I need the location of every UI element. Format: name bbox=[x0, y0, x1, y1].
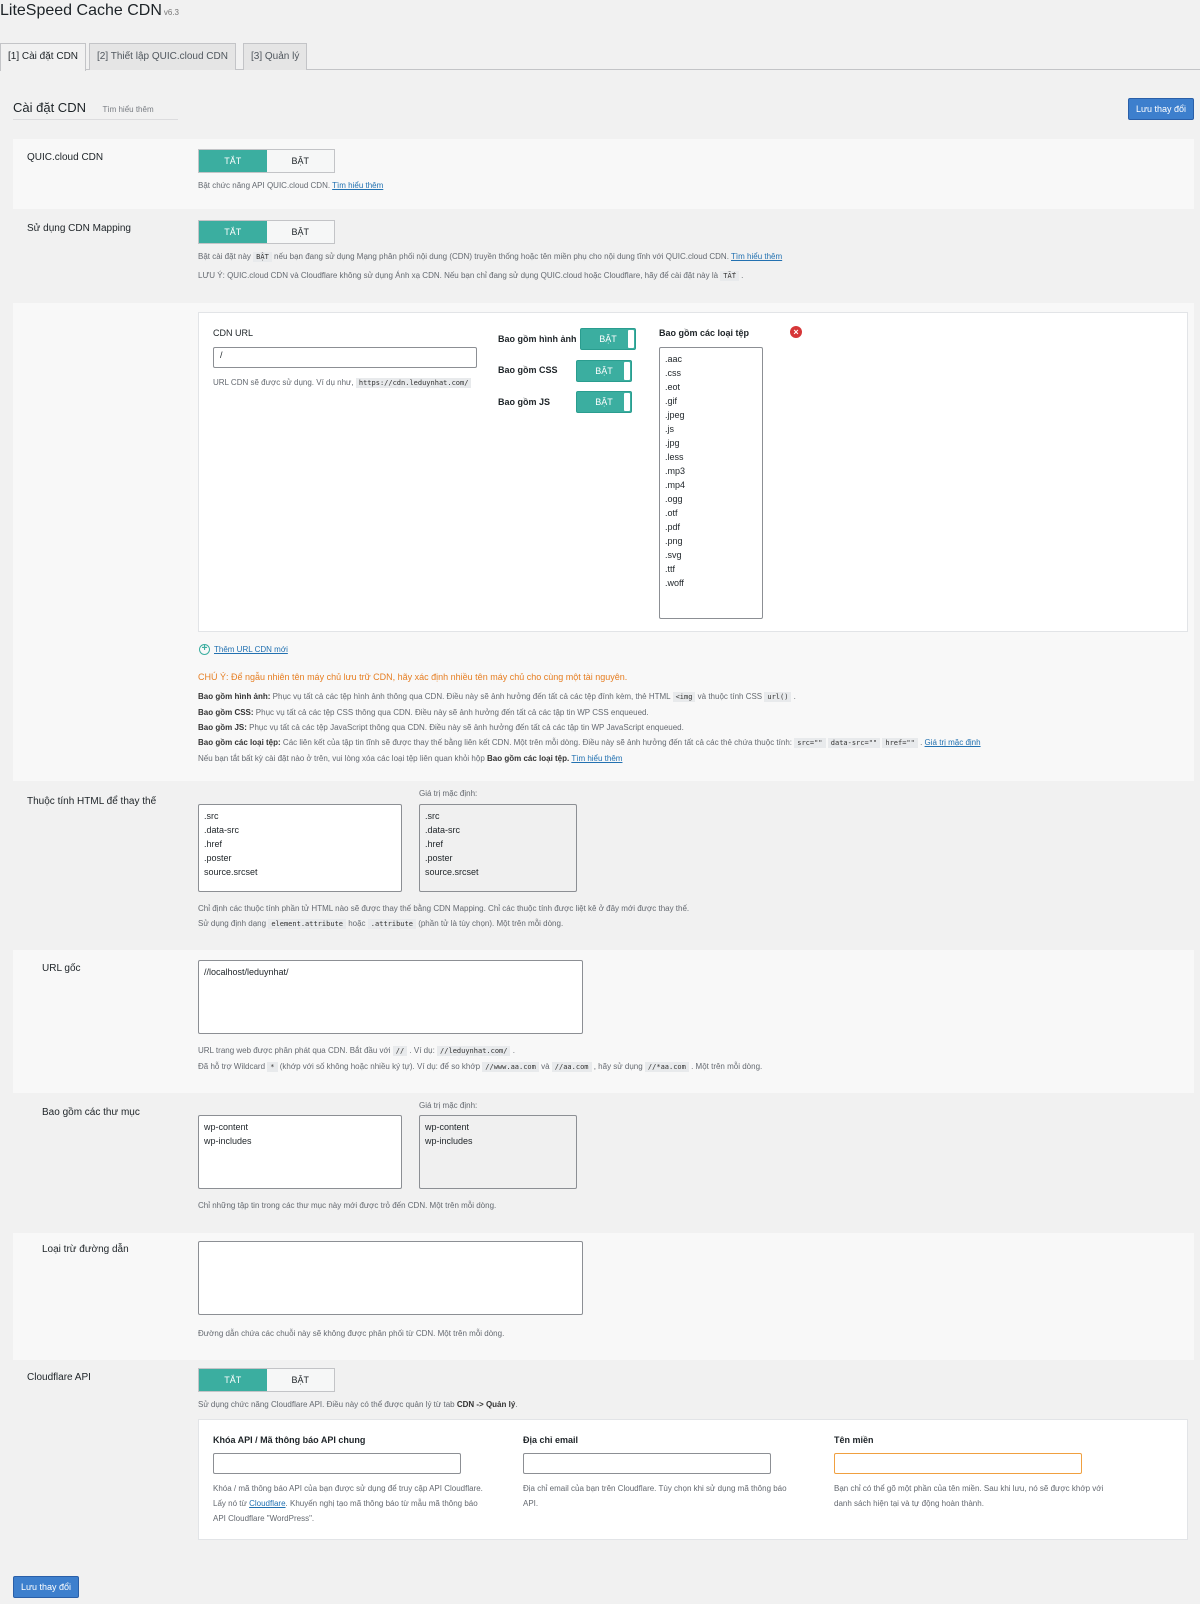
origin-url-textarea[interactable]: //localhost/leduynhat/ bbox=[198, 960, 583, 1034]
include-images-toggle[interactable]: BẬT bbox=[580, 328, 636, 350]
html-attr-desc-1: Chỉ định các thuộc tính phần tử HTML nào sẽ được thay thế bằng CDN Mapping. Chỉ các thuộc tính được liệt kê ở đây mới được thay thế. bbox=[198, 904, 690, 913]
dirs-desc: Chỉ những tập tin trong các thư mục này mới được trỏ đến CDN. Một trên mỗi dòng. bbox=[198, 1201, 497, 1210]
toggle-off-option[interactable]: TẮT bbox=[199, 221, 267, 243]
exclude-textarea[interactable] bbox=[198, 1241, 583, 1315]
learn-more-link[interactable]: Tìm hiểu thêm bbox=[571, 754, 623, 763]
remove-cdn-url-icon[interactable]: × bbox=[790, 326, 802, 338]
api-key-label: Khóa API / Mã thông báo API chung bbox=[213, 1435, 366, 1445]
quic-label: QUIC.cloud CDN bbox=[27, 152, 104, 163]
mapping-desc-1: Bật cài đặt này BẬT nếu bạn đang sử dụng Mạng phân phối nội dung (CDN) truyền thống hoặc tên miền phụ cho nội dung tĩnh với QUIC.cloud CDN. Tìm hiểu thêm bbox=[198, 252, 783, 261]
origin-url-label: URL gốc bbox=[42, 963, 81, 974]
dirs-label: Bao gồm các thư mục bbox=[42, 1107, 140, 1118]
mapping-learn-more-link[interactable]: Tìm hiểu thêm bbox=[731, 252, 783, 261]
note-css: Bao gồm CSS: Phục vụ tất cả các tệp CSS thông qua CDN. Điều này sẽ ảnh hưởng đến tất cả các tập tin WP CSS enqueued. bbox=[198, 708, 649, 717]
cloudflare-toggle[interactable] bbox=[198, 1368, 335, 1392]
file-types-label: Bao gồm các loại tệp bbox=[659, 328, 750, 338]
include-css-label: Bao gồm CSS bbox=[498, 365, 558, 375]
html-attr-textarea[interactable]: .src .data-src .href .poster source.srcset bbox=[198, 804, 402, 892]
add-cdn-url-link[interactable]: Thêm URL CDN mới bbox=[214, 645, 288, 654]
quic-toggle[interactable] bbox=[198, 149, 335, 173]
include-js-label: Bao gồm JS bbox=[498, 397, 551, 407]
html-attr-default-label: Giá trị mặc định: bbox=[419, 789, 478, 798]
toggle-off-option[interactable]: TẮT bbox=[199, 150, 267, 172]
api-key-input[interactable] bbox=[213, 1453, 461, 1474]
row-exclude-path bbox=[13, 1233, 1194, 1360]
mapping-label: Sử dụng CDN Mapping bbox=[27, 223, 131, 234]
page-title: Cài đặt CDN bbox=[13, 100, 86, 115]
toggle-on-option[interactable]: BẬT bbox=[267, 150, 335, 172]
quic-desc: Bật chức năng API QUIC.cloud CDN. Tìm hiểu thêm bbox=[198, 181, 384, 190]
note-images: Bao gồm hình ảnh: Phục vụ tất cả các tệp hình ảnh thông qua CDN. Điều này sẽ ảnh hưởng đến tất cả các tệp đính kèm, thẻ HTML <img và thuộc tính CSS url() . bbox=[198, 692, 796, 701]
page-heading bbox=[13, 100, 178, 120]
note-disable: Nếu bạn tắt bất kỳ cài đặt nào ở trên, vui lòng xóa các loại tệp liên quan khỏi hộp Bao gồm các loại tệp. Tìm hiểu thêm bbox=[198, 754, 623, 763]
cloudflare-link[interactable]: Cloudflare bbox=[249, 1499, 286, 1508]
email-input[interactable] bbox=[523, 1453, 771, 1474]
include-css-toggle[interactable]: BẬT bbox=[576, 360, 632, 382]
origin-url-desc-1: URL trang web được phân phát qua CDN. Bắt đầu với // . Ví dụ: //leduynhat.com/ . bbox=[198, 1046, 515, 1055]
mapping-desc-2: LƯU Ý: QUIC.cloud CDN và Cloudflare không sử dụng Ánh xạ CDN. Nếu bạn chỉ đang sử dụng QUIC.cloud hoặc Cloudflare, hãy để cài đặt này là TẮT . bbox=[198, 271, 744, 280]
note-js: Bao gồm JS: Phục vụ tất cả các tệp JavaScript thông qua CDN. Điều này sẽ ảnh hưởng đến tất cả các tập tin WP JavaScript enqueued. bbox=[198, 723, 684, 732]
note-file-types: Bao gồm các loại tệp: Các liên kết của tập tin tĩnh sẽ được thay thế bằng liên kết CDN. Một trên mỗi dòng. Điều này sẽ ảnh hưởng đến tất cả các thẻ chứa thuộc tính: src="" data-src="" href="" . Giá trị mặc định bbox=[198, 738, 981, 747]
include-images-label: Bao gồm hình ảnh bbox=[498, 334, 577, 344]
tab-quic-cloud-setup[interactable]: [2] Thiết lập QUIC.cloud CDN bbox=[89, 43, 236, 70]
save-button-bottom[interactable]: Lưu thay đổi bbox=[13, 1576, 79, 1598]
domain-input[interactable] bbox=[834, 1453, 1082, 1474]
row-quic-cloud bbox=[13, 139, 1194, 209]
tab-manage[interactable]: [3] Quản lý bbox=[243, 43, 307, 70]
html-attr-label: Thuộc tính HTML để thay thế bbox=[27, 796, 157, 807]
cloudflare-desc: Sử dụng chức năng Cloudflare API. Điều này có thể được quản lý từ tab CDN -> Quản lý. bbox=[198, 1400, 518, 1409]
cdn-url-input[interactable]: / bbox=[213, 347, 477, 368]
app-title: LiteSpeed Cache CDN v6.3 bbox=[0, 2, 179, 19]
toggle-on-option[interactable]: BẬT bbox=[267, 1369, 335, 1391]
html-attr-desc-2: Sử dụng định dạng element.attribute hoặc .attribute (phần tử là tùy chọn). Một trên mỗi dòng. bbox=[198, 919, 564, 928]
cdn-url-label: CDN URL bbox=[213, 328, 254, 338]
cloudflare-label: Cloudflare API bbox=[27, 1372, 91, 1383]
domain-desc: Bạn chỉ có thể gõ một phần của tên miền. Sau khi lưu, nó sẽ được khớp với danh sách hiện tại và tự động hoàn thành. bbox=[834, 1484, 1104, 1508]
origin-url-desc-2: Đã hỗ trợ Wildcard * (khớp với số không hoặc nhiều ký tự). Ví dụ: để so khớp //www.aa.com và //aa.com , hãy sử dụng //*aa.com . Một trên mỗi dòng. bbox=[198, 1062, 763, 1071]
dirs-default-textarea: wp-content wp-includes bbox=[419, 1115, 577, 1189]
cdn-notes bbox=[198, 689, 1188, 766]
toggle-off-option[interactable]: TẮT bbox=[199, 1369, 267, 1391]
toggle-on-option[interactable]: BẬT bbox=[267, 221, 335, 243]
domain-label: Tên miền bbox=[834, 1435, 874, 1445]
cdn-note: CHÚ Ý: Để ngẫu nhiên tên máy chủ lưu trữ CDN, hãy xác định nhiều tên máy chủ cho cùng một tài nguyên. bbox=[198, 672, 628, 682]
mapping-toggle[interactable] bbox=[198, 220, 335, 244]
email-label: Địa chỉ email bbox=[523, 1435, 579, 1445]
save-button-top[interactable]: Lưu thay đổi bbox=[1128, 98, 1194, 120]
app-version: v6.3 bbox=[163, 8, 179, 17]
html-attr-default-textarea: .src .data-src .href .poster source.srcset bbox=[419, 804, 577, 892]
quic-learn-more-link[interactable]: Tìm hiểu thêm bbox=[332, 181, 384, 190]
email-desc: Địa chỉ email của bạn trên Cloudflare. Tùy chọn khi sử dụng mã thông báo API. bbox=[523, 1484, 787, 1508]
cdn-url-desc: URL CDN sẽ được sử dụng. Ví dụ như, https://cdn.leduynhat.com/ bbox=[213, 374, 471, 392]
tab-bar bbox=[0, 43, 1200, 70]
tab-cdn-settings[interactable]: [1] Cài đặt CDN bbox=[0, 43, 86, 71]
page-learn-more-link[interactable]: Tìm hiểu thêm bbox=[102, 105, 154, 114]
add-icon[interactable]: + bbox=[199, 644, 210, 655]
exclude-desc: Đường dẫn chứa các chuỗi này sẽ không được phân phối từ CDN. Một trên mỗi dòng. bbox=[198, 1329, 505, 1338]
dirs-default-label: Giá trị mặc định: bbox=[419, 1101, 478, 1110]
exclude-label: Loại trừ đường dẫn bbox=[42, 1244, 129, 1255]
include-js-toggle[interactable]: BẬT bbox=[576, 391, 632, 413]
api-key-desc: Khóa / mã thông báo API của bạn được sử dụng để truy cập API Cloudflare. Lấy nó từ Cloudflare. Khuyến nghị tạo mã thông báo từ mẫu mã thông báo API Cloudflare "WordPress". bbox=[213, 1484, 483, 1523]
file-types-textarea[interactable]: .aac .css .eot .gif .jpeg .js .jpg .less .mp3 .mp4 .ogg .otf .pdf .png .svg .ttf .woff bbox=[659, 347, 763, 619]
default-values-link[interactable]: Giá trị mặc định bbox=[924, 738, 981, 747]
dirs-textarea[interactable]: wp-content wp-includes bbox=[198, 1115, 402, 1189]
